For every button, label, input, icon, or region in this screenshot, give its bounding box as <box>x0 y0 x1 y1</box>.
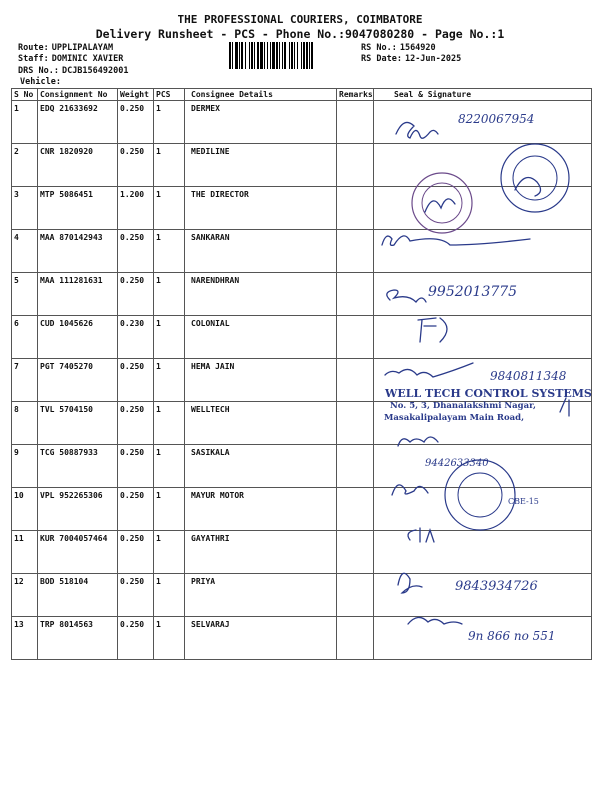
row-consignee: SANKARAN <box>185 230 337 273</box>
barcode-bar <box>264 42 265 69</box>
barcode-bar <box>294 42 295 69</box>
row-pcs: 1 <box>154 144 185 187</box>
barcode-image <box>229 42 354 69</box>
row-seal-signature <box>374 187 592 230</box>
row-consignee: NARENDHRAN <box>185 273 337 316</box>
table-row <box>12 617 592 660</box>
row-consignment-no: MTP 5086451 <box>38 187 118 230</box>
table-row <box>12 488 592 531</box>
row-consignment-no: TRP 8014563 <box>38 617 118 660</box>
row-consignment-no: BOD 518104 <box>38 574 118 617</box>
svg-text:9952013775: 9952013775 <box>428 284 518 300</box>
row-pcs: 1 <box>154 273 185 316</box>
barcode-bar <box>272 42 275 69</box>
rs-no-value: 1564920 <box>399 43 436 53</box>
svg-text:9843934726: 9843934726 <box>455 579 538 594</box>
row-weight: 0.250 <box>118 445 154 488</box>
col-signature-header: Seal & Signature <box>374 89 592 101</box>
row-consignment-no: TCG 50887933 <box>38 445 118 488</box>
row-consignment-no: PGT 7405270 <box>38 359 118 402</box>
staff-line <box>18 54 123 64</box>
row-seal-signature <box>374 488 592 531</box>
row-remarks <box>337 359 374 402</box>
svg-text:8220067954: 8220067954 <box>458 112 535 126</box>
row-seal-signature <box>374 101 592 144</box>
row-remarks <box>337 402 374 445</box>
row-consignee: MEDILINE <box>185 144 337 187</box>
row-consignee: HEMA JAIN <box>185 359 337 402</box>
row-remarks <box>337 316 374 359</box>
stamp-address-line-1: No. 5, 3, Dhanalakshmi Nagar, <box>390 401 536 411</box>
row-consignee: THE DIRECTOR <box>185 187 337 230</box>
barcode-bar <box>241 42 243 69</box>
row-consignee: PRIYA <box>185 574 337 617</box>
barcode-bar <box>260 42 263 69</box>
table-row <box>12 574 592 617</box>
drs-line <box>18 66 128 76</box>
vehicle-line <box>20 77 64 87</box>
row-seal-signature <box>374 531 592 574</box>
table-row <box>12 273 592 316</box>
row-weight: 0.250 <box>118 359 154 402</box>
row-consignment-no: VPL 952265306 <box>38 488 118 531</box>
row-sno: 1 <box>12 101 38 144</box>
company-title: THE PROFESSIONAL COURIERS, COIMBATORE <box>177 13 423 26</box>
barcode-bar <box>235 42 238 69</box>
row-weight: 0.250 <box>118 273 154 316</box>
staff-label: Staff: <box>18 54 49 64</box>
barcode-bar <box>291 42 293 69</box>
runsheet-table <box>11 88 592 660</box>
row-seal-signature <box>374 230 592 273</box>
row-weight: 0.250 <box>118 617 154 660</box>
row-consignee: MAYUR MOTOR <box>185 488 337 531</box>
row-consignee: COLONIAL <box>185 316 337 359</box>
row-seal-signature <box>374 617 592 660</box>
row-weight: 0.250 <box>118 531 154 574</box>
row-pcs: 1 <box>154 531 185 574</box>
vehicle-label: Vehicle: <box>20 77 61 87</box>
rs-no-label: RS No.: <box>361 43 397 53</box>
col-consignment-header: Consignment No <box>38 89 118 101</box>
rs-date-label: RS Date: <box>361 54 402 64</box>
row-consignment-no: CNR 1820920 <box>38 144 118 187</box>
row-remarks <box>337 445 374 488</box>
row-pcs: 1 <box>154 617 185 660</box>
row-pcs: 1 <box>154 101 185 144</box>
row-pcs: 1 <box>154 359 185 402</box>
barcode-bar <box>245 42 246 69</box>
row-seal-signature <box>374 574 592 617</box>
barcode-bar <box>279 42 280 69</box>
row-sno: 7 <box>12 359 38 402</box>
runsheet-subtitle: Delivery Runsheet - PCS - Phone No.:9047080280 - Page No.:1 <box>95 27 505 41</box>
barcode-bar <box>282 42 283 69</box>
row-sno: 12 <box>12 574 38 617</box>
row-sno: 8 <box>12 402 38 445</box>
row-consignee: SASIKALA <box>185 445 337 488</box>
svg-text:9442633340: 9442633340 <box>425 458 489 469</box>
row-consignment-no: MAA 111281631 <box>38 273 118 316</box>
barcode-bar <box>270 42 271 69</box>
row-sno: 9 <box>12 445 38 488</box>
row-remarks <box>337 230 374 273</box>
svg-text:9n 866 no 551: 9n 866 no 551 <box>468 629 556 643</box>
col-weight-header: Weight <box>118 89 154 101</box>
drs-value: DCJB156492001 <box>61 66 129 76</box>
row-remarks <box>337 187 374 230</box>
row-weight: 0.250 <box>118 574 154 617</box>
barcode-bar <box>309 42 310 69</box>
row-consignee: DERMEX <box>185 101 337 144</box>
row-consignee: WELLTECH <box>185 402 337 445</box>
row-pcs: 1 <box>154 488 185 531</box>
row-consignee: SELVARAJ <box>185 617 337 660</box>
row-remarks <box>337 488 374 531</box>
row-sno: 3 <box>12 187 38 230</box>
col-remarks-header: Remarks <box>337 89 374 101</box>
table-row <box>12 531 592 574</box>
rs-date-value: 12-Jun-2025 <box>404 54 462 64</box>
stamp-address-line-2: Masakalipalayam Main Road, <box>384 413 525 423</box>
barcode-bar <box>311 42 313 69</box>
row-pcs: 1 <box>154 402 185 445</box>
table-row <box>12 445 592 488</box>
row-remarks <box>337 531 374 574</box>
row-weight: 1.200 <box>118 187 154 230</box>
row-pcs: 1 <box>154 574 185 617</box>
barcode-bar <box>239 42 240 69</box>
row-pcs: 1 <box>154 316 185 359</box>
table-row <box>12 187 592 230</box>
row-sno: 5 <box>12 273 38 316</box>
row-sno: 6 <box>12 316 38 359</box>
col-pcs-header: PCS <box>154 89 185 101</box>
row-weight: 0.250 <box>118 230 154 273</box>
barcode-bar <box>301 42 302 69</box>
barcode-bar <box>289 42 290 69</box>
row-remarks <box>337 101 374 144</box>
col-consignee-header: Consignee Details <box>185 89 337 101</box>
row-consignee: GAYATHRI <box>185 531 337 574</box>
rs-no-line <box>361 43 436 53</box>
table-row <box>12 144 592 187</box>
row-consignment-no: MAA 870142943 <box>38 230 118 273</box>
drs-label: DRS No.: <box>18 66 59 76</box>
barcode-bar <box>229 42 231 69</box>
row-seal-signature <box>374 316 592 359</box>
row-remarks <box>337 273 374 316</box>
row-sno: 13 <box>12 617 38 660</box>
row-pcs: 1 <box>154 187 185 230</box>
route-line <box>18 43 113 53</box>
barcode-bar <box>249 42 250 69</box>
table-row <box>12 101 592 144</box>
row-remarks <box>337 574 374 617</box>
row-remarks <box>337 144 374 187</box>
row-seal-signature <box>374 144 592 187</box>
stamp-company-name: WELL TECH CONTROL SYSTEMS <box>385 387 592 400</box>
row-seal-signature <box>374 273 592 316</box>
staff-value: DOMINIC XAVIER <box>51 54 124 64</box>
table-header-row <box>12 89 592 101</box>
barcode-bar <box>303 42 305 69</box>
barcode-bar <box>232 42 233 69</box>
barcode-bar <box>257 42 259 69</box>
row-sno: 10 <box>12 488 38 531</box>
barcode-bar <box>297 42 298 69</box>
row-consignment-no: KUR 7004057464 <box>38 531 118 574</box>
row-seal-signature <box>374 445 592 488</box>
barcode-bar <box>251 42 253 69</box>
barcode-bar <box>267 42 268 69</box>
rs-date-line <box>361 54 461 64</box>
barcode-bar <box>276 42 278 69</box>
svg-text:9840811348: 9840811348 <box>490 369 567 383</box>
row-sno: 4 <box>12 230 38 273</box>
row-weight: 0.250 <box>118 488 154 531</box>
row-weight: 0.250 <box>118 402 154 445</box>
row-weight: 0.230 <box>118 316 154 359</box>
barcode-bar <box>284 42 286 69</box>
route-label: Route: <box>18 43 49 53</box>
row-pcs: 1 <box>154 445 185 488</box>
row-weight: 0.250 <box>118 144 154 187</box>
row-consignment-no: EDQ 21633692 <box>38 101 118 144</box>
row-sno: 11 <box>12 531 38 574</box>
row-pcs: 1 <box>154 230 185 273</box>
row-consignment-no: TVL 5704150 <box>38 402 118 445</box>
col-sno-header: S No <box>12 89 38 101</box>
barcode-bar <box>254 42 255 69</box>
barcode-bar <box>306 42 308 69</box>
row-sno: 2 <box>12 144 38 187</box>
row-weight: 0.250 <box>118 101 154 144</box>
table-row <box>12 316 592 359</box>
svg-text:CBE-15: CBE-15 <box>508 497 539 506</box>
route-value: UPPLIPALAYAM <box>51 43 114 53</box>
table-row <box>12 230 592 273</box>
row-consignment-no: CUD 1045626 <box>38 316 118 359</box>
row-remarks <box>337 617 374 660</box>
